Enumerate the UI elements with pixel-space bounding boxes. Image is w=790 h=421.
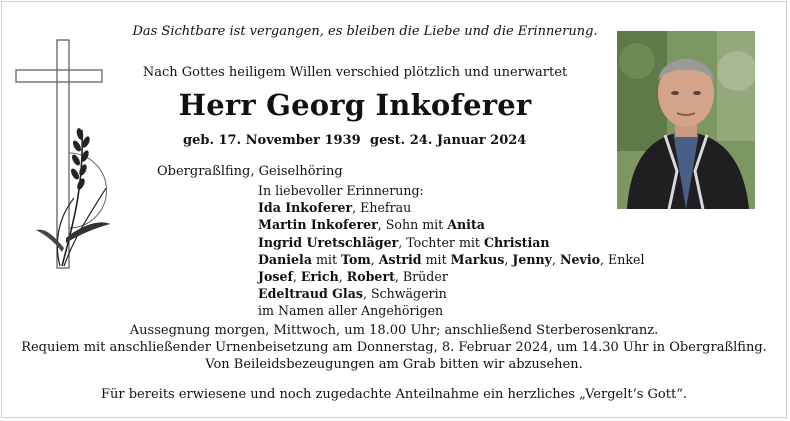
mourners-heading: In liebevoller Erinnerung:: [258, 183, 424, 198]
mourner-name: Jenny: [512, 251, 552, 267]
mourner-connector: mit: [311, 251, 342, 267]
mourner-name: Christian: [483, 234, 550, 250]
mourner-name: Nevio: [560, 251, 601, 267]
mourner-relation: , Enkel: [600, 251, 645, 267]
mourner-line: [258, 268, 644, 285]
place: Obergraßlfing, Geiselhöring: [157, 164, 343, 179]
birth-date: geb. 17. November 1939: [183, 133, 361, 148]
intro-text: Nach Gottes heiligem Willen verschied plötzlich und unerwartet: [142, 65, 568, 80]
mourner-connector: ,: [338, 269, 347, 285]
mourner-name: Josef: [258, 269, 293, 285]
mourner-connector: ,: [370, 251, 379, 267]
mourner-connector: mit: [421, 251, 451, 267]
mourner-relation: , Tochter mit: [398, 234, 484, 250]
death-date: gest. 24. Januar 2024: [370, 133, 527, 148]
mourner-connector: ,: [504, 251, 513, 267]
requiem-info: Requiem mit anschließender Urnenbeisetzung am Donnerstag, 8. Februar 2024, um 14.30 Uhr in Obergraßlfing.: [21, 340, 767, 355]
mourner-connector: ,: [292, 269, 301, 285]
mourner-name: Astrid: [378, 251, 422, 267]
mourner-name: Edeltraud Glas: [258, 286, 363, 302]
deceased-name: Herr Georg Inkoferer: [178, 88, 532, 122]
mourner-name: Martin Inkoferer: [258, 217, 378, 233]
mourner-line: [258, 251, 644, 268]
mourner-name: Markus: [450, 251, 505, 267]
cross-with-wheat-icon: [14, 38, 114, 270]
mourner-relation: , Ehefrau: [352, 200, 412, 216]
mourner-name: Ida Inkoferer: [258, 200, 353, 216]
portrait-photo: [617, 31, 755, 209]
mourners-closing: im Namen aller Angehörigen: [258, 303, 444, 319]
mourner-relation: , Brüder: [394, 269, 448, 285]
condolence-note: Von Beileidsbezeugungen am Grab bitten wir abzusehen.: [205, 357, 583, 372]
mourner-relation: , Sohn mit: [377, 217, 448, 233]
service-info: Aussegnung morgen, Mittwoch, um 18.00 Uhr; anschließend Sterberosenkranz.: [129, 323, 659, 338]
mourner-line: [258, 199, 644, 216]
mourner-name: Ingrid Uretschläger: [258, 234, 399, 250]
mourner-line: [258, 285, 644, 302]
mourner-line: [258, 234, 644, 251]
mourner-connector: ,: [552, 251, 561, 267]
mourner-name: Anita: [447, 217, 485, 233]
thanks-note: Für bereits erwiesene und noch zugedachte Anteilnahme ein herzliches „Vergelt‘s Gott“.: [101, 387, 687, 402]
mourner-line: [258, 216, 644, 233]
mourner-name: Daniela: [258, 251, 312, 267]
mourner-name: Robert: [346, 269, 395, 285]
mourner-name: Erich: [300, 269, 339, 285]
mourners-list: [258, 182, 644, 320]
mourner-name: Tom: [341, 251, 371, 267]
quote: Das Sichtbare ist vergangen, es bleiben die Liebe und die Erinnerung.: [132, 24, 598, 39]
mourner-relation: , Schwägerin: [362, 286, 447, 302]
